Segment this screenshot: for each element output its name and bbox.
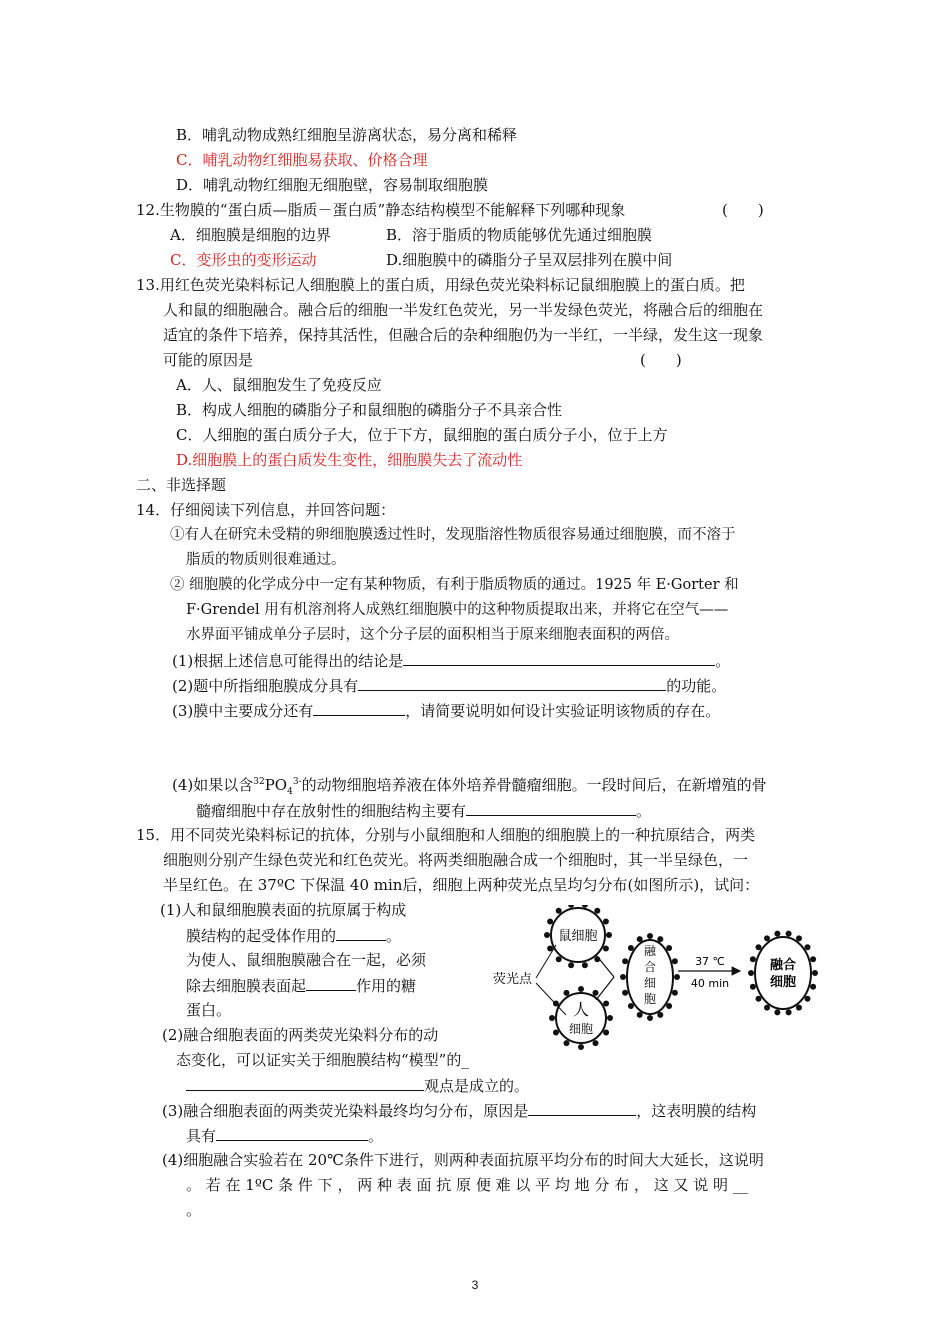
mouse-cell-label: 鼠细胞 (558, 929, 598, 944)
q13-option-b: B．构成人细胞的磷脂分子和鼠细胞的磷脂分子不具亲合性 (176, 401, 563, 419)
fluorescent-dot (568, 962, 574, 968)
fluorescent-dot (637, 1012, 643, 1018)
q15-part-1-line-3: 为使人、鼠细胞膜融合在一起，必须 (186, 951, 427, 969)
q14-part-2: (2)题中所指细胞膜成分具有 的功能。 (172, 674, 726, 697)
fluorescent-dot (578, 1044, 584, 1050)
q14-info-2-line-3: 水界面平铺成单分子层时，这个分子层的面积相当于原来细胞表面积的两倍。 (186, 627, 679, 643)
fluorescent-dot (810, 984, 816, 990)
final-fused-cell (748, 931, 818, 1016)
q13-line-4: 可能的原因是 (163, 351, 254, 369)
q13-option-d: D.细胞膜上的蛋白质发生变性，细胞膜失去了流动性 (176, 451, 523, 469)
fluorescent-dot (556, 956, 562, 962)
q14-info-1-line-1: ①有人在研究未受精的卵细胞膜透过性时，发现脂溶性物质很容易通过细胞膜，而不溶于 (170, 527, 736, 543)
fluorescent-dot (805, 996, 811, 1002)
q15-part-3-line-1: (3)融合细胞表面的两类荧光染料最终均匀分布，原因是 ，这表明膜的结构 (162, 1099, 756, 1122)
q15-part-2-blank[interactable] (186, 1074, 424, 1091)
fluorescent-dot (547, 919, 553, 925)
fluorescent-dot (796, 1005, 802, 1011)
q15-part-4-line-1: (4)细胞融合实验若在 20℃条件下进行，则两种表面抗原平均分布的时间大大延长，这说明 (162, 1151, 764, 1169)
q15-part-1-line-2: 膜结构的起受体作用的 。 (186, 924, 401, 947)
q15-part-2-line-2: 态变化，可以证实关于细胞膜结构“模型”的_ (176, 1051, 469, 1069)
fluorescent-dot (657, 936, 663, 942)
q14-info-2-line-2: F·Grendel 用有机溶剂将人成熟红细胞膜中的这种物质提取出来，并将它在空气—— (186, 602, 729, 618)
q14-part-4-line-1: (4)如果以含$^{32}PO_4^{3-}$的动物细胞培养液在体外培养骨髓瘤细胞。一段时间后，在新增殖的骨 (172, 776, 767, 797)
fluorescent-dot (657, 1012, 663, 1018)
fluorescent-dot (628, 1003, 634, 1009)
fluorescent-dot (786, 1009, 792, 1015)
q15-part-2-line-3: 观点是成立的。 (186, 1074, 529, 1097)
fluorescent-dot (666, 945, 672, 951)
fluorescent-dot (603, 919, 609, 925)
fluorescent-dot (582, 905, 588, 908)
fluorescent-dot (603, 1001, 609, 1007)
fluorescent-dot (620, 974, 626, 980)
q15-part-1-blank-1[interactable] (336, 924, 386, 941)
q13-line-2: 人和鼠的细胞融合。融合后的细胞一半发红色荧光，另一半发绿色荧光，将融合后的细胞在 (163, 301, 764, 319)
q14-part-1: (1)根据上述信息可能得出的结论是 。 (172, 649, 730, 672)
q12-option-c: C．变形虫的变形运动 (170, 251, 317, 269)
section-heading: 二、非选择题 (136, 476, 227, 494)
time-label: 40 min (690, 977, 730, 990)
fluorescent-dot (756, 996, 762, 1002)
fused-label-3: 细 (643, 976, 657, 990)
q13-line-1: 13.用红色荧光染料标记人细胞膜上的蛋白质，用绿色荧光染料标记鼠细胞膜上的蛋白质。把 (136, 276, 745, 294)
fluorescent-dot (549, 1015, 555, 1021)
human-cell (549, 986, 613, 1050)
fluorescent-dot (666, 1003, 672, 1009)
human-cell-label-1: 人 (572, 1000, 590, 1019)
final-label-1: 融合 (769, 958, 797, 973)
fluorescent-dot (556, 908, 562, 914)
fluorescent-dot (622, 990, 628, 996)
q12-stem: 12.生物膜的“蛋白质—脂质－蛋白质”静态结构模型不能解释下列哪种现象 (136, 201, 626, 219)
fluorescent-dot (647, 1015, 653, 1021)
fluorescent-dot (812, 970, 818, 976)
fluorescent-dot (603, 946, 609, 952)
fluorescent-dot (607, 1015, 613, 1021)
q14-part-4-line-2: 髓瘤细胞中存在放射性的细胞结构主要有 。 (196, 799, 651, 822)
fluorescent-dot (606, 932, 612, 938)
fluorescent-dot (593, 1040, 599, 1046)
fused-label-4: 胞 (643, 992, 657, 1006)
fused-cell (620, 933, 680, 1021)
q14-part-3: (3)膜中主要成分还有 ，请简要说明如何设计实验证明该物质的存在。 (172, 699, 720, 722)
fluorescent-dot (593, 990, 599, 996)
fluorescent-dot (637, 936, 643, 942)
fluorescent-dot (582, 962, 588, 968)
q15-part-3-blank-2[interactable] (216, 1124, 368, 1141)
q14-stem: 14．仔细阅读下列信息，并回答问题： (136, 501, 396, 519)
fluorescent-dot (750, 956, 756, 962)
q15-part-2-line-1: (2)融合细胞表面的两类荧光染料分布的动 (162, 1026, 439, 1044)
q14-part-1-blank[interactable] (403, 649, 715, 666)
temperature-label: 37 ℃ (695, 955, 725, 968)
fluorescent-dots-label: 荧光点 (493, 972, 533, 987)
q15-part-3-line-2: 具有 。 (186, 1124, 383, 1147)
mouse-cell (544, 905, 612, 968)
q12-option-b: B．溶于脂质的物质能够优先通过细胞膜 (386, 226, 653, 244)
fluorescent-dot (764, 935, 770, 941)
fluorescent-dot (674, 974, 680, 980)
q13-answer-paren: ( ) (640, 351, 682, 369)
fluorescent-dot (805, 944, 811, 950)
merge-line-upper (596, 955, 614, 977)
q13-line-3: 适宜的条件下培养，保持其活性，但融合后的杂种细胞仍为一半红，一半绿，发生这一现象 (163, 326, 764, 344)
fluorescent-dot (810, 956, 816, 962)
q13-option-a: A．人、鼠细胞发生了免疫反应 (176, 376, 382, 394)
fluorescent-dot (603, 1030, 609, 1036)
fused-label-2: 合 (643, 960, 657, 974)
q11-option-c: C．哺乳动物红细胞易获取、价格合理 (176, 151, 428, 169)
q11-option-b: B．哺乳动物成熟红细胞呈游离状态，易分离和稀释 (176, 126, 518, 144)
final-label-2: 细胞 (769, 975, 797, 990)
q15-line-1: 15．用不同荧光染料标记的抗体，分别与小鼠细胞和人细胞的细胞膜上的一种抗原结合，两类 (136, 826, 756, 844)
fluorescent-dot (748, 970, 754, 976)
fluorescent-dot (564, 1040, 570, 1046)
q15-part-4-line-2: 。 若 在 1ºC 条 件 下 ， 两 种 表 面 抗 原 便 难 以 平 均 地 分 布 ， 这 又 说 明 __ (186, 1176, 748, 1194)
page-number: 3 (471, 1278, 479, 1292)
fluorescent-dot (672, 958, 678, 964)
q14-info-1-line-2: 脂质的物质则很难通过。 (186, 552, 346, 568)
cell-fusion-diagram (488, 905, 828, 1055)
fluorescent-dot (568, 905, 574, 908)
fluorescent-dot (756, 944, 762, 950)
q11-option-d: D．哺乳动物红细胞无细胞壁，容易制取细胞膜 (176, 176, 489, 194)
q12-option-d: D.细胞膜中的磷脂分子呈双层排列在膜中间 (386, 251, 673, 269)
fluorescent-dot (774, 1009, 780, 1015)
fluorescent-dot (564, 990, 570, 996)
human-cell-label-2: 细胞 (568, 1022, 594, 1036)
fluorescent-dot (578, 986, 584, 992)
q15-line-3: 半呈红色。在 37ºC 下保温 40 min后，细胞上两种荧光点呈均匀分布(如图所示)，试问： (163, 876, 760, 894)
q14-part-4-blank[interactable] (466, 799, 636, 816)
fluorescent-dot (594, 908, 600, 914)
q14-part-2-blank[interactable] (358, 674, 666, 691)
fluorescent-dot (774, 931, 780, 937)
fluorescent-dot (750, 984, 756, 990)
pointer-line-human (536, 983, 566, 1015)
q14-part-3-blank[interactable] (313, 699, 405, 716)
q15-part-1-blank-2[interactable] (306, 974, 356, 991)
q15-part-1-line-5: 蛋白。 (186, 1001, 232, 1019)
fluorescent-dot (628, 945, 634, 951)
q13-option-c: C．人细胞的蛋白质分子大，位于下方，鼠细胞的蛋白质分子小，位于上方 (176, 426, 668, 444)
merge-line-lower (596, 977, 614, 1000)
q15-part-3-blank-1[interactable] (528, 1099, 636, 1116)
fluorescent-dot (764, 1005, 770, 1011)
fluorescent-dot (672, 990, 678, 996)
fluorescent-dot (553, 1030, 559, 1036)
q15-part-1-line-1: (1)人和鼠细胞膜表面的抗原属于构成 (160, 901, 407, 919)
q12-answer-paren: ( ) (722, 201, 764, 219)
fluorescent-dot (647, 933, 653, 939)
q15-part-1-line-4: 除去细胞膜表面起 作用的糖 (186, 974, 416, 997)
fused-label-1: 融 (643, 944, 657, 958)
fluorescent-dot (544, 932, 550, 938)
q14-info-2-line-1: ② 细胞膜的化学成分中一定有某种物质，有利于脂质物质的通过。1925 年 E·Gorter 和 (170, 577, 739, 593)
pointer-line-mouse (536, 945, 556, 978)
q12-option-a: A．细胞膜是细胞的边界 (170, 226, 331, 244)
q15-part-4-line-3: 。 (186, 1201, 202, 1219)
q15-line-2: 细胞则分别产生绿色荧光和红色荧光。将两类细胞融合成一个细胞时，其一半呈绿色，一 (163, 851, 749, 869)
fluorescent-dot (786, 931, 792, 937)
fluorescent-dot (796, 935, 802, 941)
fluorescent-dot (622, 958, 628, 964)
